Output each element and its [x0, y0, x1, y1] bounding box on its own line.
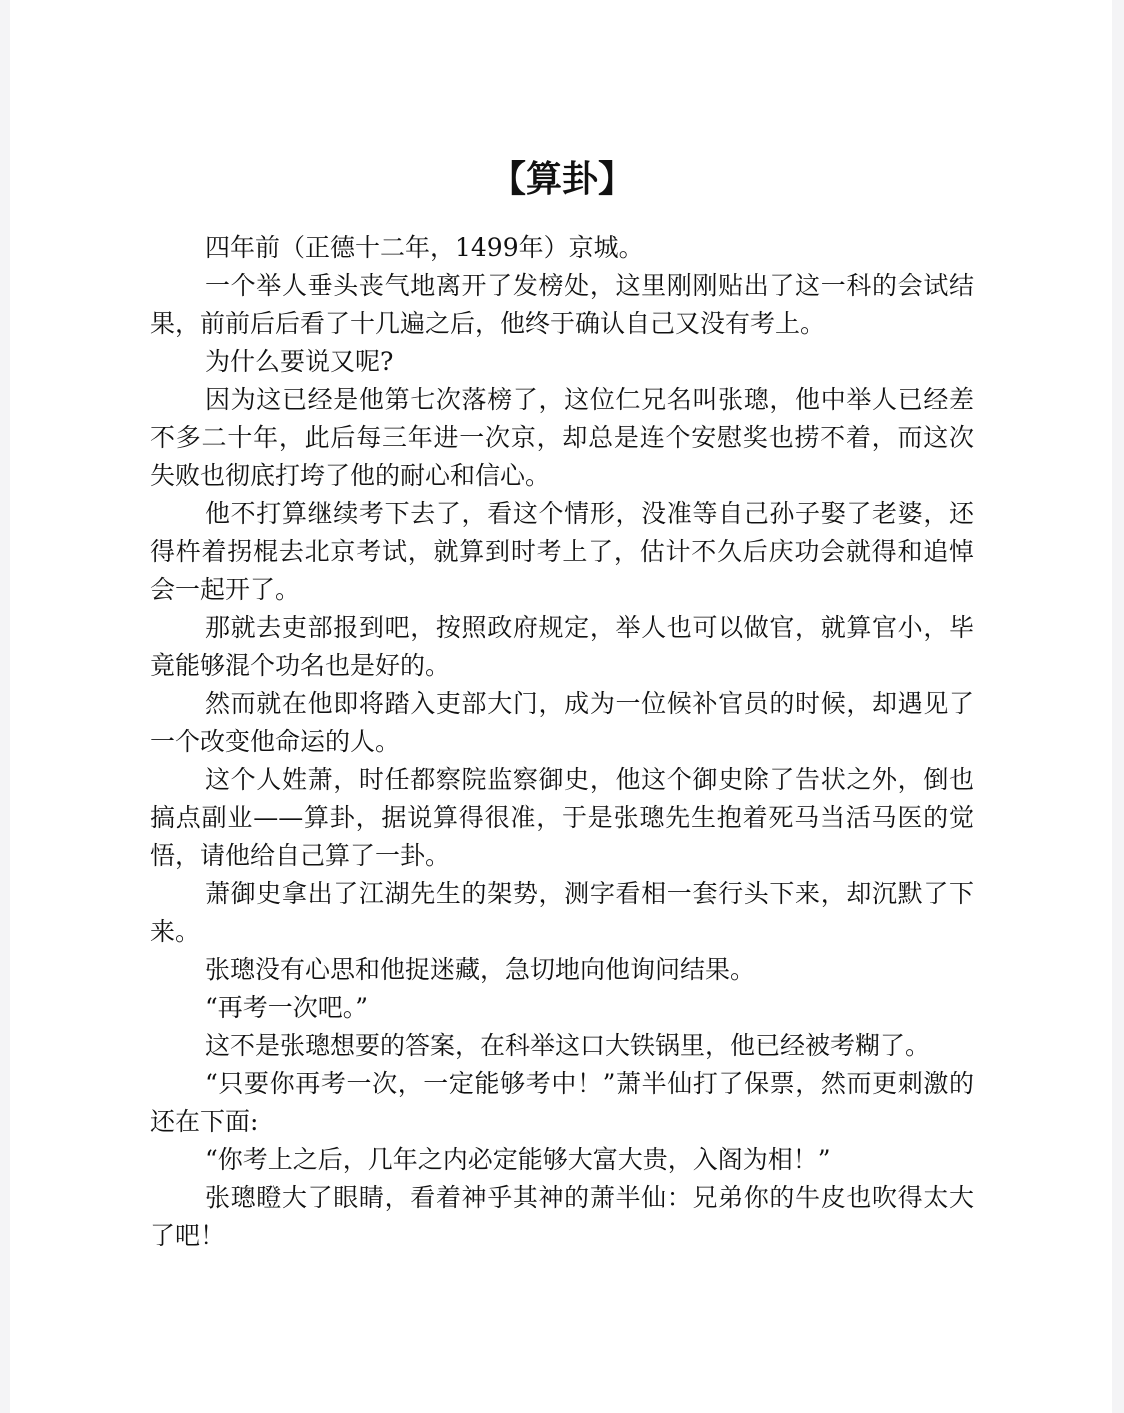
paragraph: 一个举人垂头丧气地离开了发榜处，这里刚刚贴出了这一科的会试结果，前前后后看了十几遍之后，他终于确认自己又没有考上。	[150, 271, 974, 338]
paragraph: 他不打算继续考下去了，看这个情形，没准等自己孙子娶了老婆，还得杵着拐棍去北京考试，就算到时考上了，估计不久后庆功会就得和追悼会一起开了。	[150, 499, 974, 604]
paragraph: 萧御史拿出了江湖先生的架势，测字看相一套行头下来，却沉默了下来。	[150, 879, 974, 946]
paragraph: 为什么要说又呢?	[205, 347, 394, 376]
article-body	[150, 229, 974, 1255]
paragraph: 因为这已经是他第七次落榜了，这位仁兄名叫张璁，他中举人已经差不多二十年，此后每三年进一次京，却总是连个安慰奖也捞不着，而这次失败也彻底打垮了他的耐心和信心。	[150, 385, 974, 490]
paragraph: “只要你再考一次，一定能够考中！”萧半仙打了保票，然而更刺激的还在下面:	[150, 1069, 974, 1136]
paragraph: 张璁瞪大了眼睛，看着神乎其神的萧半仙：兄弟你的牛皮也吹得太大了吧！	[150, 1183, 974, 1250]
paragraph: 四年前（正德十二年，1499年）京城。	[205, 233, 644, 262]
page-title: 【算卦】	[489, 158, 634, 200]
paragraph: “你考上之后，几年之内必定能够大富大贵，入阁为相！”	[205, 1145, 831, 1174]
paragraph: 然而就在他即将踏入吏部大门，成为一位候补官员的时候，却遇见了一个改变他命运的人。	[150, 689, 974, 756]
paragraph: 这个人姓萧，时任都察院监察御史，他这个御史除了告状之外，倒也搞点副业——算卦，据说算得很准，于是张璁先生抱着死马当活马医的觉悟，请他给自己算了一卦。	[150, 765, 974, 870]
paragraph: “再考一次吧。”	[205, 993, 369, 1022]
paragraph: 那就去吏部报到吧，按照政府规定，举人也可以做官，就算官小，毕竟能够混个功名也是好的。	[150, 613, 974, 680]
paragraph: 张璁没有心思和他捉迷藏，急切地向他询问结果。	[205, 955, 756, 984]
paragraph: 这不是张璁想要的答案，在科举这口大铁锅里，他已经被考糊了。	[205, 1031, 931, 1060]
